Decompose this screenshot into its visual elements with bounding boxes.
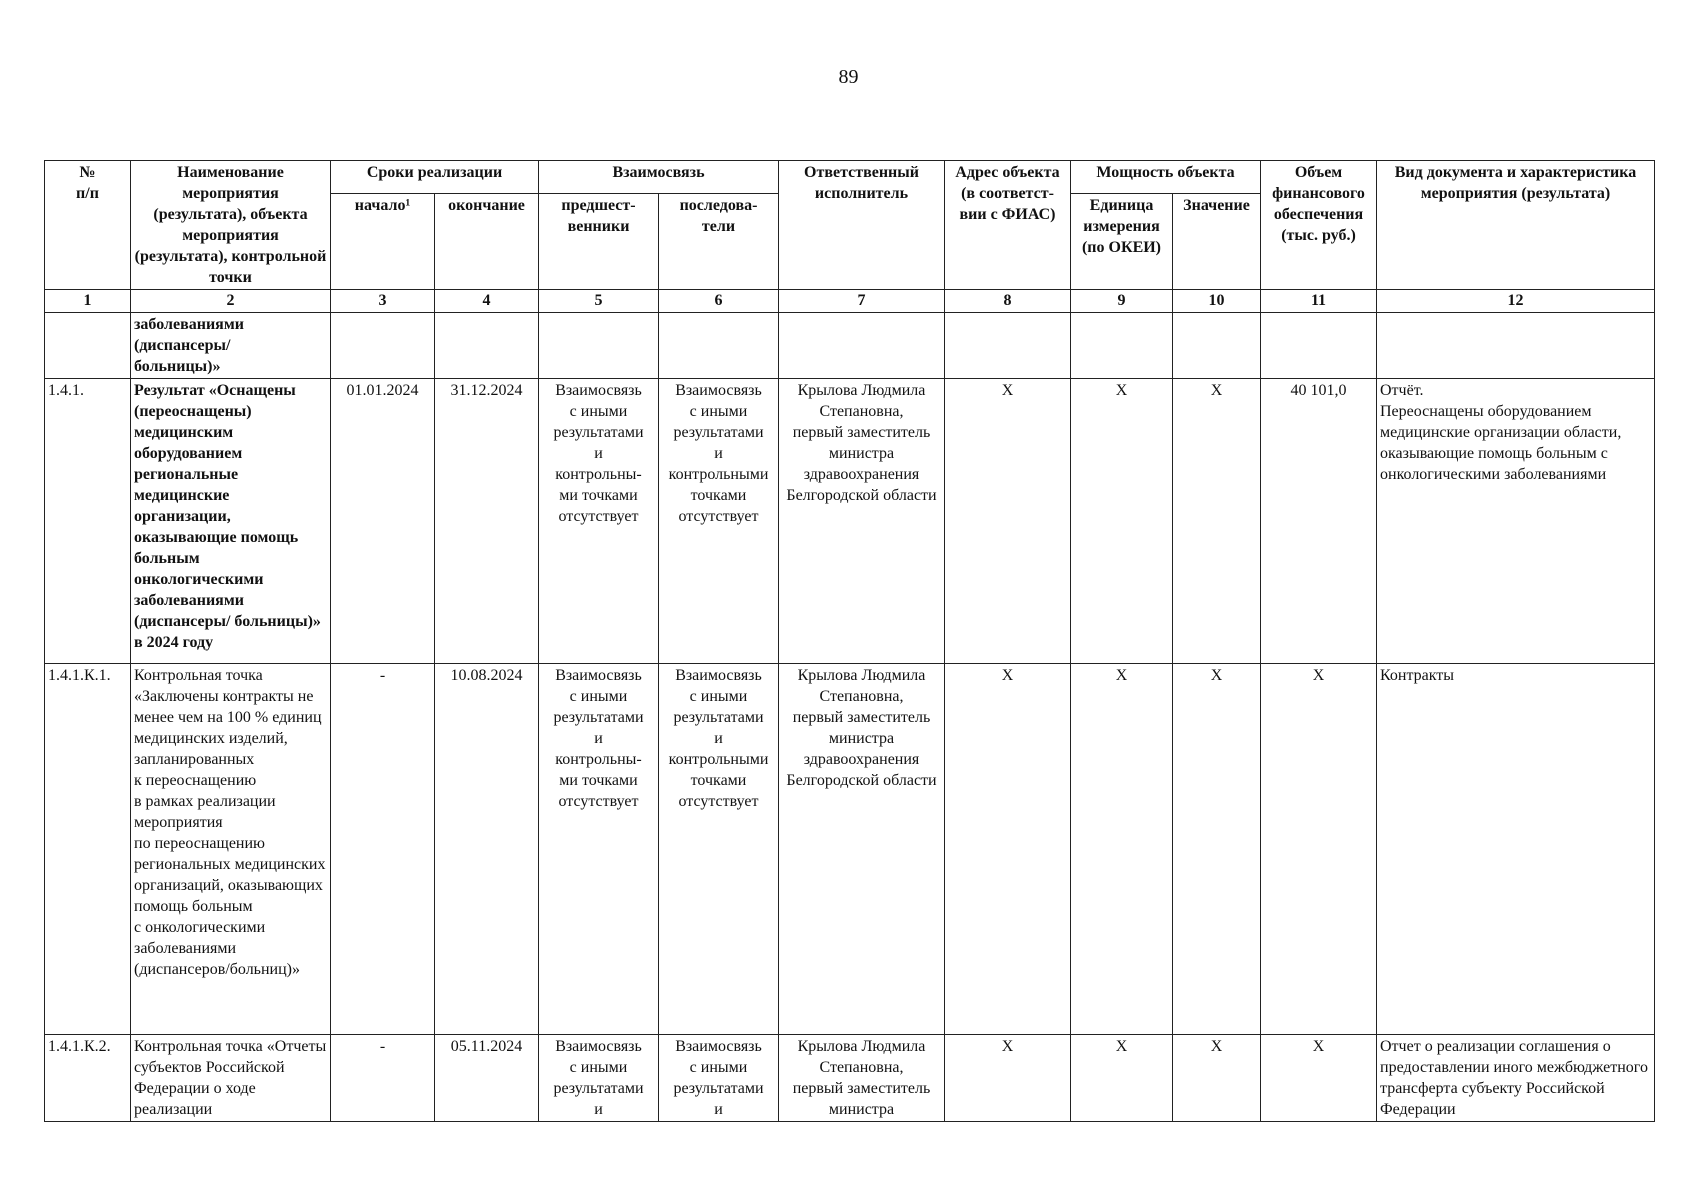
header-responsible: Ответственный исполнитель bbox=[779, 161, 945, 290]
header-row-1 bbox=[45, 161, 1655, 194]
table-row bbox=[45, 379, 1655, 664]
column-number: 6 bbox=[659, 290, 779, 313]
row-unit: Х bbox=[1071, 664, 1173, 1035]
row-predecessors: Взаимосвязь с иными результатами и контрольны- ми точками отсутствует bbox=[539, 664, 659, 1035]
row-end bbox=[435, 313, 539, 379]
header-end: окончание bbox=[435, 194, 539, 290]
header-name: Наименование мероприятия (результата), объекта мероприятия (результата), контрольной точки bbox=[131, 161, 331, 290]
row-successors: Взаимосвязь с иными результатами и контрольными точками отсутствует bbox=[659, 379, 779, 664]
row-finance: 40 101,0 bbox=[1261, 379, 1377, 664]
row-end: 31.12.2024 bbox=[435, 379, 539, 664]
header-terms-group: Сроки реализации bbox=[331, 161, 539, 194]
header-number: № п/п bbox=[45, 161, 131, 290]
row-name: заболеваниями (диспансеры/ больницы)» bbox=[131, 313, 331, 379]
header-successors: последова- тели bbox=[659, 194, 779, 290]
row-document bbox=[1377, 313, 1655, 379]
column-number: 3 bbox=[331, 290, 435, 313]
row-document: Отчет о реализации соглашения о предоставлении иного межбюджетного трансферта субъекту Российской Федерации bbox=[1377, 1035, 1655, 1122]
table-row bbox=[45, 664, 1655, 1035]
column-number: 9 bbox=[1071, 290, 1173, 313]
header-predecessors: предшест- венники bbox=[539, 194, 659, 290]
header-value: Значение bbox=[1173, 194, 1261, 290]
row-predecessors: Взаимосвязь с иными результатами и контрольны- ми точками отсутствует bbox=[539, 379, 659, 664]
row-number: 1.4.1. bbox=[45, 379, 131, 664]
column-number: 12 bbox=[1377, 290, 1655, 313]
row-unit: Х bbox=[1071, 379, 1173, 664]
column-number: 1 bbox=[45, 290, 131, 313]
row-finance: Х bbox=[1261, 1035, 1377, 1122]
row-document: Отчёт. Переоснащены оборудованием медицинские организации области, оказывающие помощь больным с онкологическими заболеваниями bbox=[1377, 379, 1655, 664]
header-address: Адрес объекта (в соответст-вии с ФИАС) bbox=[945, 161, 1071, 290]
row-end: 10.08.2024 bbox=[435, 664, 539, 1035]
header-power-group: Мощность объекта bbox=[1071, 161, 1261, 194]
column-number: 4 bbox=[435, 290, 539, 313]
row-responsible: Крылова Людмила Степановна, первый заместитель министра здравоохранения Белгородской области bbox=[779, 379, 945, 664]
row-value: Х bbox=[1173, 1035, 1261, 1122]
row-successors bbox=[659, 313, 779, 379]
row-value: Х bbox=[1173, 664, 1261, 1035]
page-number: 89 bbox=[838, 66, 859, 88]
header-unit: Единица измерения (по ОКЕИ) bbox=[1071, 194, 1173, 290]
row-predecessors bbox=[539, 313, 659, 379]
table-row bbox=[45, 313, 1655, 379]
row-successors: Взаимосвязь с иными результатами и bbox=[659, 1035, 779, 1122]
header-document: Вид документа и характеристика мероприятия (результата) bbox=[1377, 161, 1655, 290]
row-start: - bbox=[331, 1035, 435, 1122]
row-number: 1.4.1.К.2. bbox=[45, 1035, 131, 1122]
column-numbers-row bbox=[45, 290, 1655, 313]
row-address bbox=[945, 313, 1071, 379]
row-unit bbox=[1071, 313, 1173, 379]
row-number: 1.4.1.К.1. bbox=[45, 664, 131, 1035]
row-start bbox=[331, 313, 435, 379]
row-responsible: Крылова Людмила Степановна, первый заместитель министра bbox=[779, 1035, 945, 1122]
row-address: Х bbox=[945, 1035, 1071, 1122]
column-number: 5 bbox=[539, 290, 659, 313]
row-number bbox=[45, 313, 131, 379]
row-responsible: Крылова Людмила Степановна, первый заместитель министра здравоохранения Белгородской области bbox=[779, 664, 945, 1035]
header-link-group: Взаимосвязь bbox=[539, 161, 779, 194]
row-name: Контрольная точка «Отчеты субъектов Российской Федерации о ходе реализации bbox=[131, 1035, 331, 1122]
table-row bbox=[45, 1035, 1655, 1122]
implementation-plan-table bbox=[44, 160, 1655, 1122]
row-responsible bbox=[779, 313, 945, 379]
column-number: 8 bbox=[945, 290, 1071, 313]
column-number: 2 bbox=[131, 290, 331, 313]
column-number: 10 bbox=[1173, 290, 1261, 313]
row-successors: Взаимосвязь с иными результатами и контрольными точками отсутствует bbox=[659, 664, 779, 1035]
header-start: начало¹ bbox=[331, 194, 435, 290]
header-finance: Объем финансового обеспечения (тыс. руб.) bbox=[1261, 161, 1377, 290]
row-start: - bbox=[331, 664, 435, 1035]
row-name: Контрольная точка «Заключены контракты не менее чем на 100 % единиц медицинских изделий, запланированных к переоснащению в рамках реализации мероприятия по переоснащению региональных медицинских организаций, оказывающих помощь больным с онкологическими заболеваниями (диспансеров/больниц)» bbox=[131, 664, 331, 1035]
row-address: Х bbox=[945, 379, 1071, 664]
row-unit: Х bbox=[1071, 1035, 1173, 1122]
row-address: Х bbox=[945, 664, 1071, 1035]
row-start: 01.01.2024 bbox=[331, 379, 435, 664]
row-name: Результат «Оснащены (переоснащены) медицинским оборудованием региональные медицинские организации, оказывающие помощь больным онкологическими заболеваниями (диспансеры/ больницы)» в 2024 году bbox=[131, 379, 331, 664]
row-document: Контракты bbox=[1377, 664, 1655, 1035]
row-finance bbox=[1261, 313, 1377, 379]
column-number: 7 bbox=[779, 290, 945, 313]
row-finance: Х bbox=[1261, 664, 1377, 1035]
row-predecessors: Взаимосвязь с иными результатами и bbox=[539, 1035, 659, 1122]
column-number: 11 bbox=[1261, 290, 1377, 313]
row-value: Х bbox=[1173, 379, 1261, 664]
row-value bbox=[1173, 313, 1261, 379]
row-end: 05.11.2024 bbox=[435, 1035, 539, 1122]
